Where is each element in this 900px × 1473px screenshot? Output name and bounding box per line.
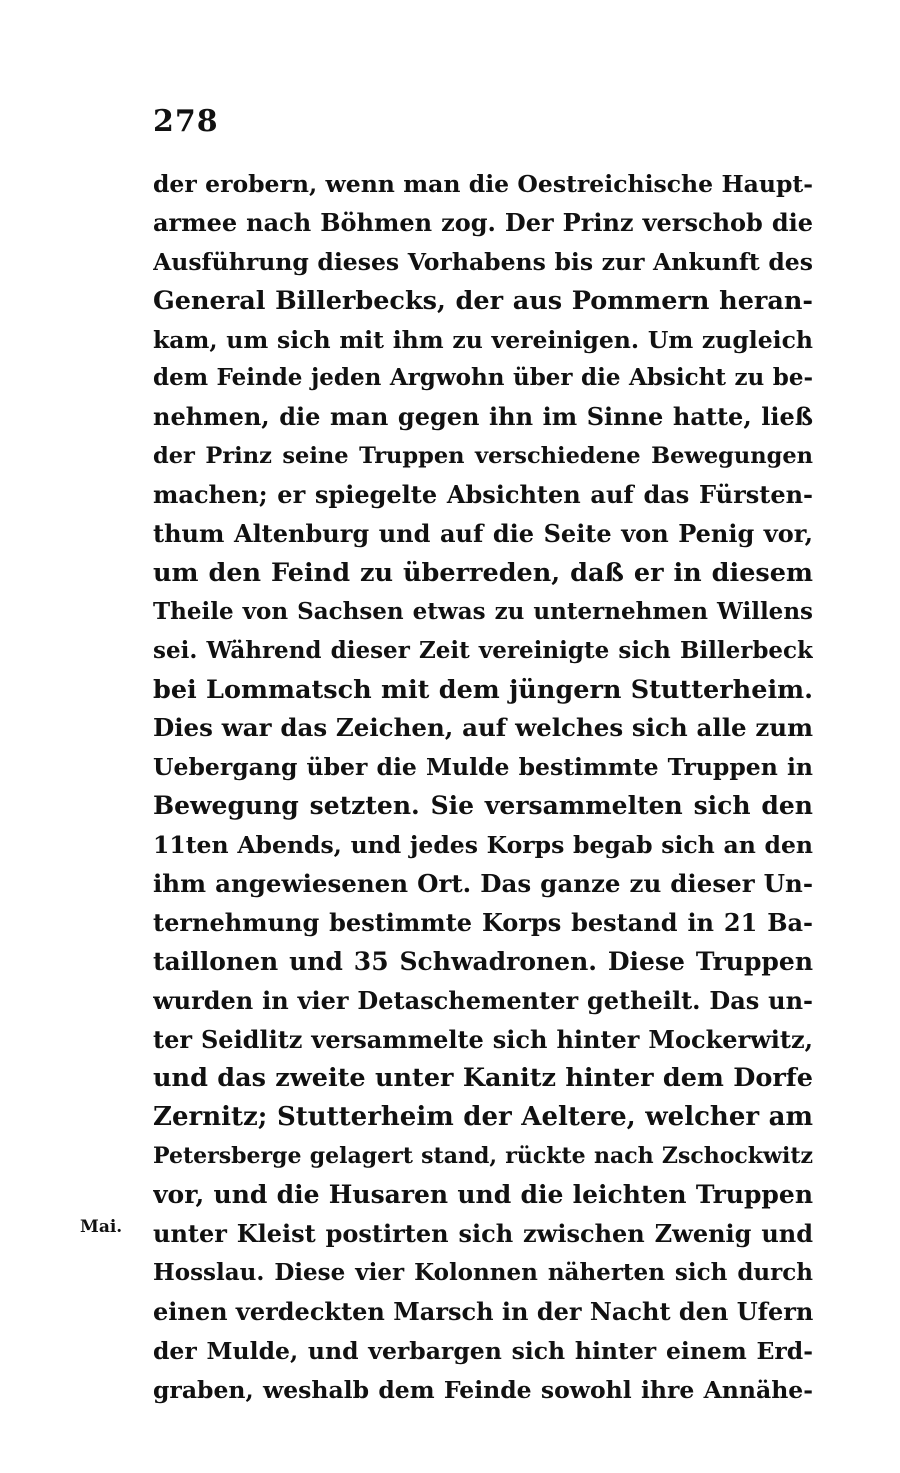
text-line: vor, und die Husaren und die leichten Truppen — [153, 1180, 813, 1210]
text-line: wurden in vier Detaschementer getheilt. Das un- — [153, 985, 813, 1015]
text-line: Hosslau. Diese vier Kolonnen näherten sich durch — [153, 1258, 813, 1286]
text-line: der Mulde, und verbargen sich hinter einem Erd- — [153, 1336, 813, 1365]
text-line: General Billerbecks, der aus Pommern heran- — [153, 285, 813, 316]
text-line: unter Kleist postirten sich zwischen Zwenig und — [153, 1219, 813, 1249]
text-line: ihm angewiesenen Ort. Das ganze zu dieser Un- — [153, 869, 813, 899]
text-line: Zernitz; Stutterheim der Aeltere, welcher am — [153, 1102, 813, 1133]
text-line: sei. Während dieser Zeit vereinigte sich Billerbeck — [153, 636, 813, 664]
margin-note: Mai. — [80, 1217, 123, 1237]
text-line: Bewegung setzten. Sie versammelten sich den — [153, 791, 813, 821]
text-line: kam, um sich mit ihm zu vereinigen. Um zugleich — [153, 325, 813, 354]
text-line: machen; er spiegelte Absichten auf das Fürsten- — [153, 480, 813, 510]
body-text — [153, 165, 813, 1410]
page-number: 278 — [153, 104, 219, 139]
text-line: und das zweite unter Kanitz hinter dem Dorfe — [153, 1063, 813, 1094]
text-line: taillonen und 35 Schwadronen. Diese Truppen — [153, 946, 813, 976]
text-line: Petersberge gelagert stand, rückte nach Zschockwitz — [153, 1143, 813, 1170]
text-line: nehmen, die man gegen ihn im Sinne hatte, ließ — [153, 402, 813, 432]
text-line: Dies war das Zeichen, auf welches sich alle zum — [153, 713, 813, 743]
text-line: Theile von Sachsen etwas zu unternehmen Willens — [153, 597, 813, 625]
text-line: Uebergang über die Mulde bestimmte Truppen in — [153, 753, 813, 782]
text-line: einen verdeckten Marsch in der Nacht den Ufern — [153, 1296, 813, 1326]
text-line: ter Seidlitz versammelte sich hinter Mockerwitz, — [153, 1024, 813, 1054]
text-line: thum Altenburg und auf die Seite von Penig vor, — [153, 519, 813, 549]
text-line: um den Feind zu überreden, daß er in diesem — [153, 557, 813, 588]
text-line: bei Lommatsch mit dem jüngern Stutterheim. — [153, 674, 813, 705]
text-line: Ausführung dieses Vorhabens bis zur Ankunft des — [153, 247, 813, 276]
text-line: 11ten Abends, und jedes Korps begab sich an den — [153, 831, 813, 860]
text-line: graben, weshalb dem Feinde sowohl ihre Annähe- — [153, 1375, 813, 1404]
text-line: armee nach Böhmen zog. Der Prinz verschob die — [153, 207, 813, 237]
text-line: ternehmung bestimmte Korps bestand in 21 Ba- — [153, 907, 813, 937]
text-line: der erobern, wenn man die Oestreichische Haupt- — [153, 170, 813, 198]
text-line: dem Feinde jeden Argwohn über die Absicht zu be- — [153, 364, 813, 392]
text-line: der Prinz seine Truppen verschiedene Bewegungen — [153, 443, 813, 470]
